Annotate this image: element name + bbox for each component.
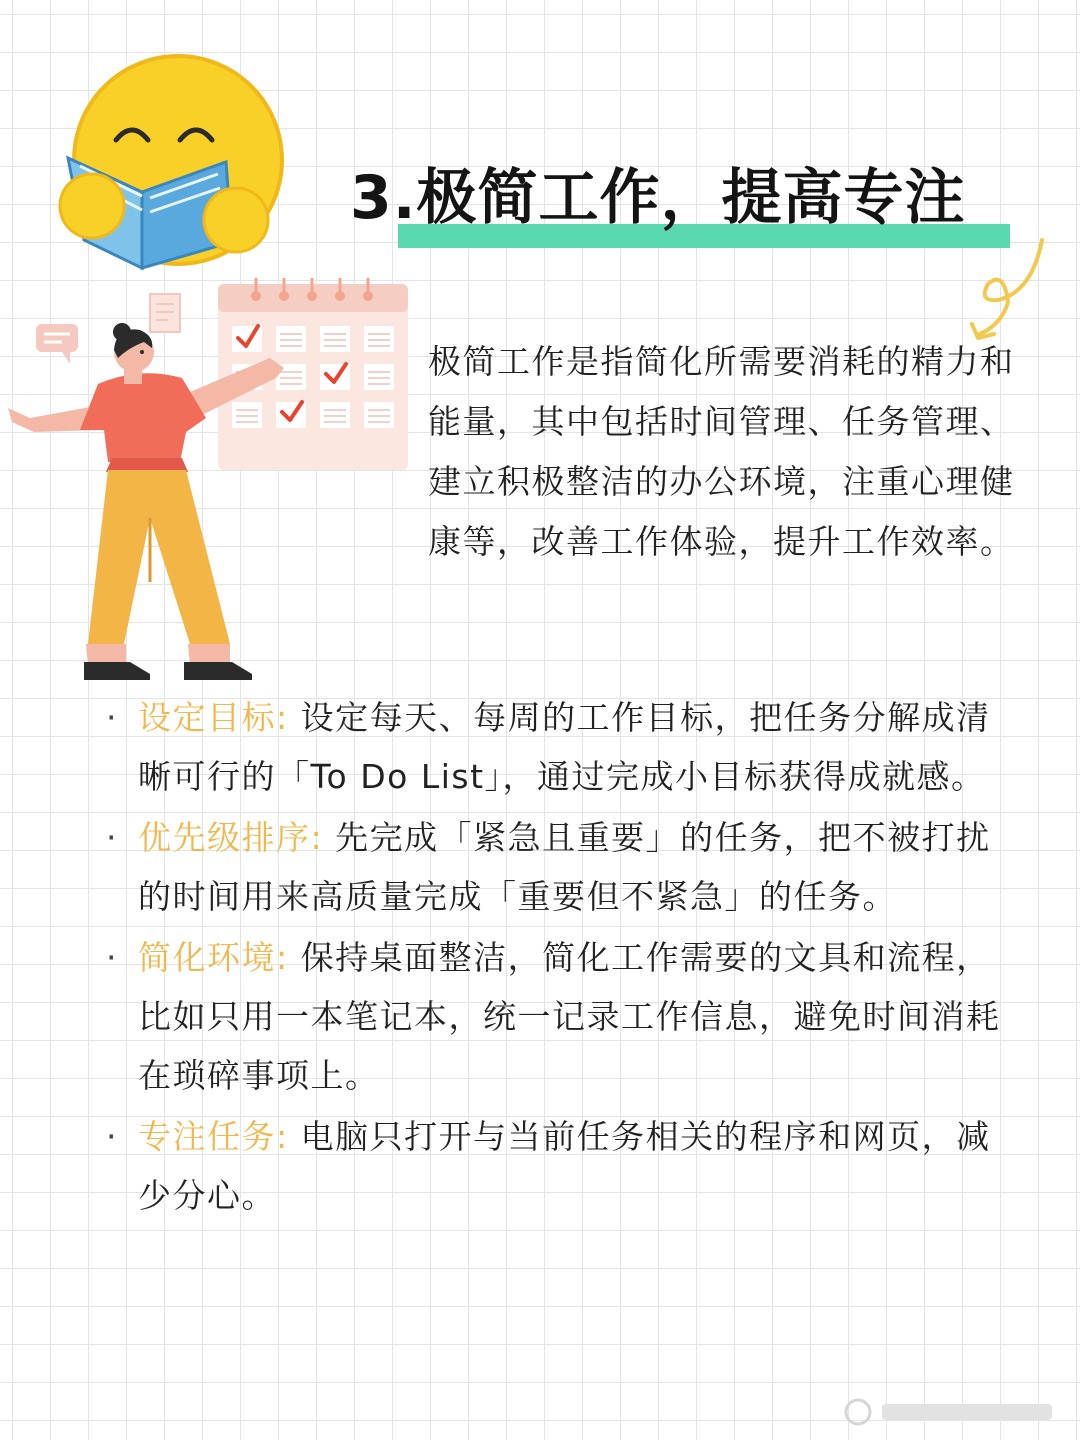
intro-paragraph: 极简工作是指简化所需要消耗的精力和能量，其中包括时间管理、任务管理、建立积极整洁的办公环境，注重心理健康等，改善工作体验，提升工作效率。 <box>428 342 1015 561</box>
title-block <box>350 158 1040 254</box>
page-title: 3.极简工作，提高专注 <box>350 163 966 233</box>
tip-label: 设定目标: <box>138 698 289 737</box>
tip-text: 设定每天、每周的工作目标，把任务分解成清晰可行的「To Do List」，通过完成小目标获得成就感。 <box>138 698 991 796</box>
list-item <box>106 808 1006 926</box>
tip-text: 电脑只打开与当前任务相关的程序和网页，减少分心。 <box>138 1117 991 1215</box>
person-presenting-icon <box>0 322 300 682</box>
bullet-dot: · <box>106 938 118 977</box>
tip-label: 专注任务: <box>138 1117 289 1156</box>
list-item <box>106 1107 1006 1225</box>
bullet-dot: · <box>106 818 118 857</box>
tips-list <box>106 688 1006 1227</box>
tip-text: 先完成「紧急且重要」的任务，把不被打扰的时间用来高质量完成「重要但不紧急」的任务。 <box>138 818 991 916</box>
tip-text: 保持桌面整洁，简化工作需要的文具和流程，比如只用一本笔记本，统一记录工作信息，避免时间消耗在琐碎事项上。 <box>138 938 1001 1095</box>
bullet-dot: · <box>106 1117 118 1156</box>
list-item <box>106 688 1006 806</box>
tip-label: 优先级排序: <box>138 818 324 857</box>
bullet-dot: · <box>106 698 118 737</box>
list-item <box>106 928 1006 1105</box>
watermark-logo-icon <box>842 1394 1062 1430</box>
tip-label: 简化环境: <box>138 938 289 977</box>
